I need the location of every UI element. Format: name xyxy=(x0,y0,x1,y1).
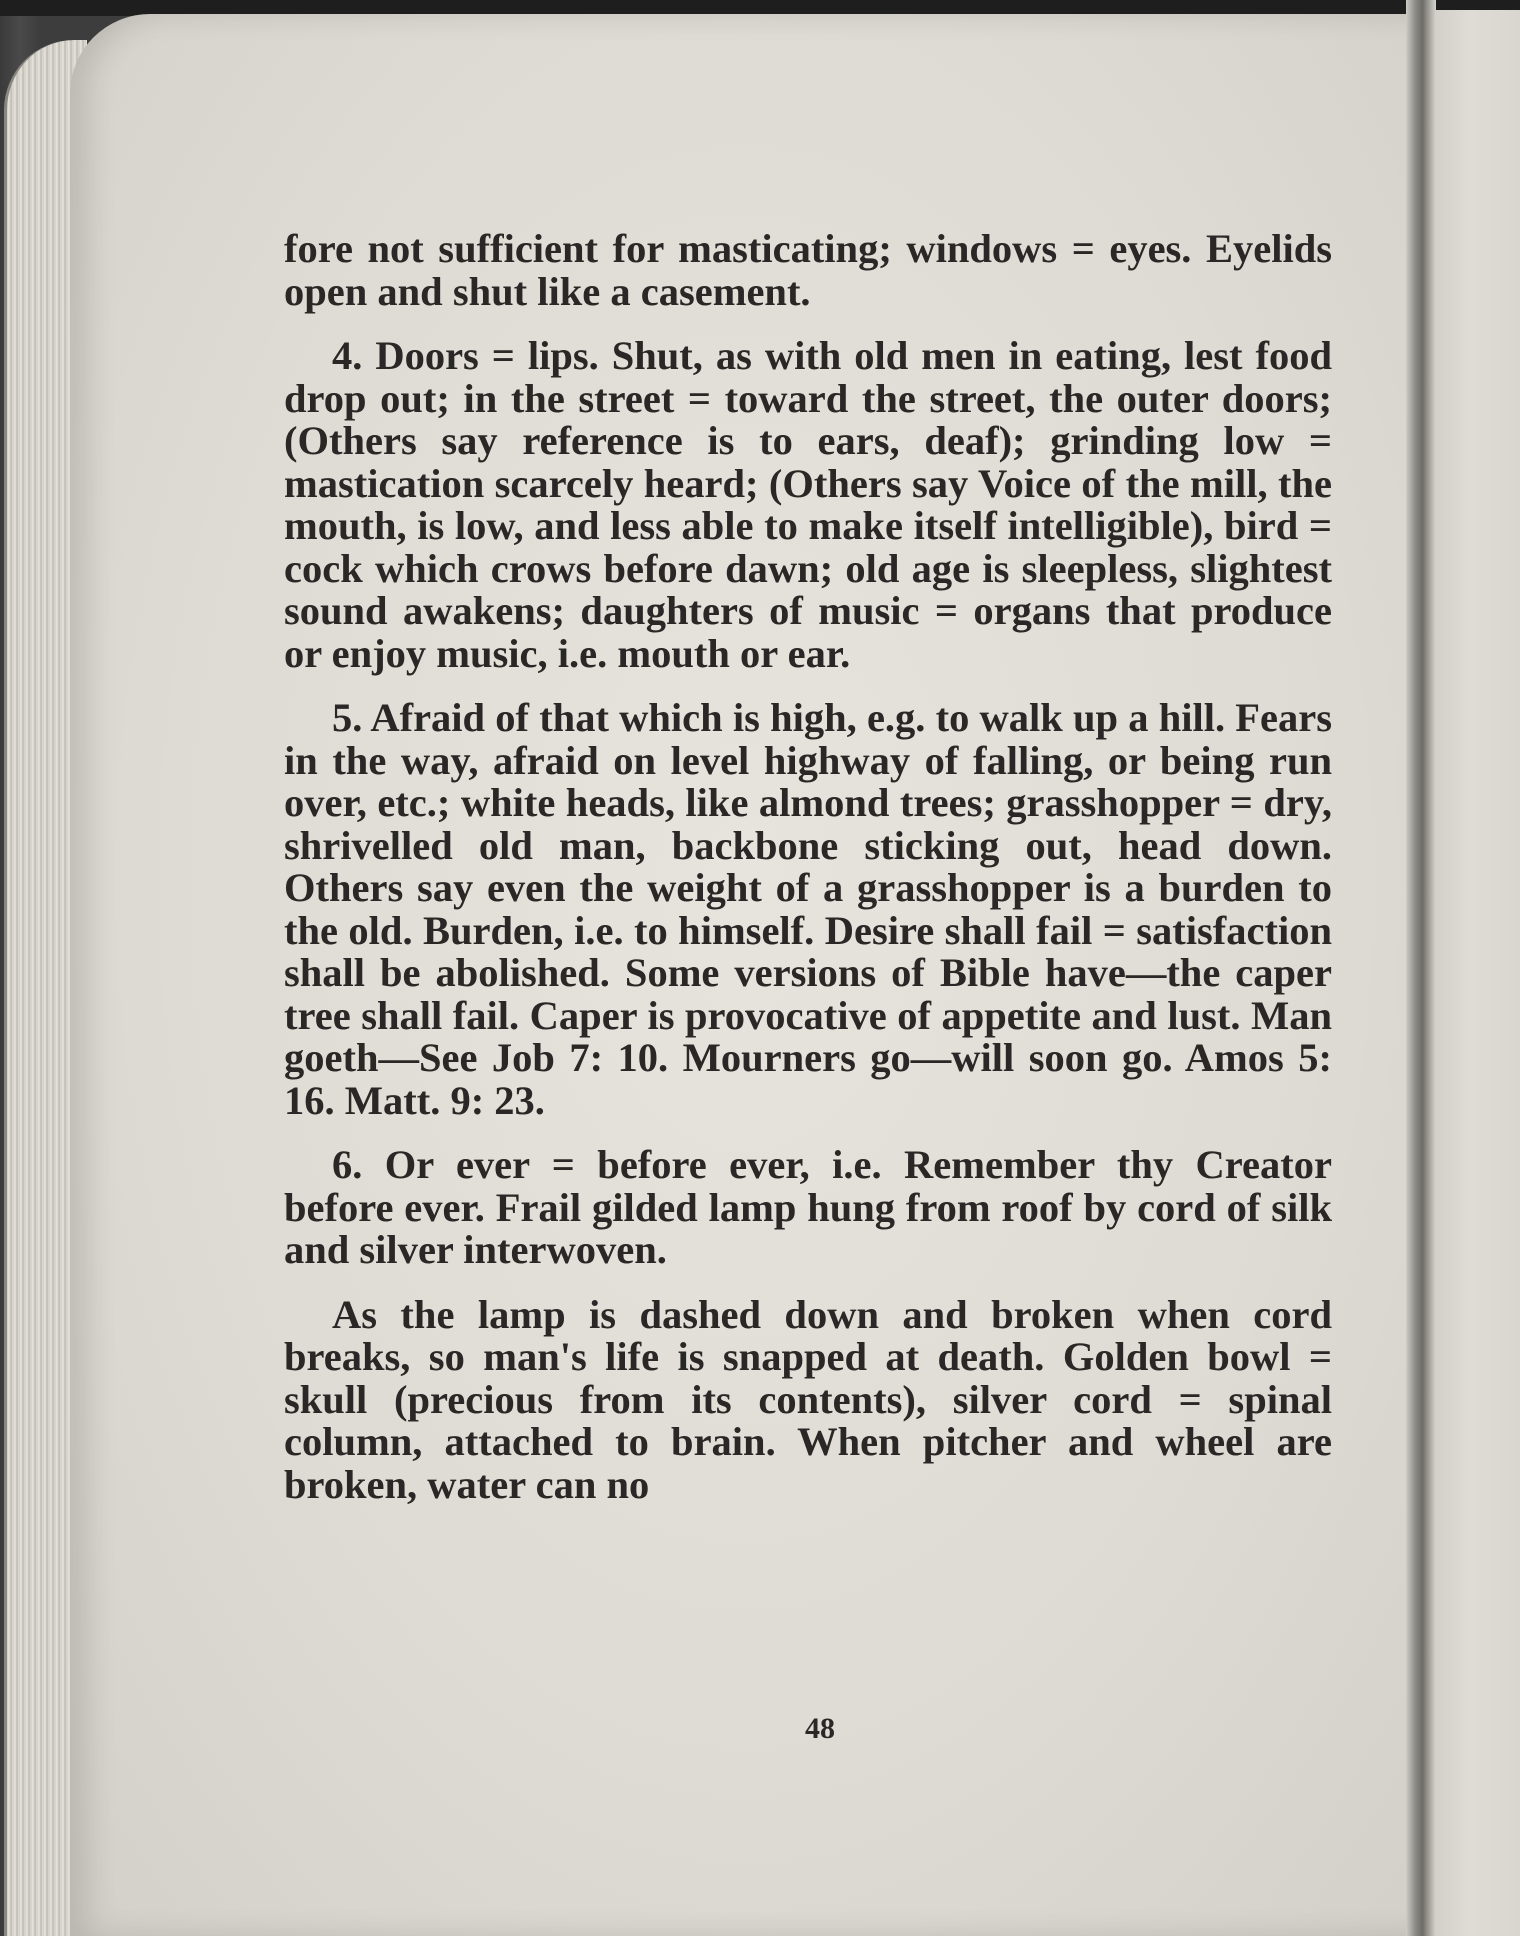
paragraph-continuation: fore not sufficient for masticating; windows = eyes. Eyelids open and shut like a casement. xyxy=(284,226,1332,314)
facing-page xyxy=(1436,10,1520,1936)
book-gutter xyxy=(1406,0,1436,1936)
paragraph-5: 5. Afraid of that which is high, e.g. to walk up a hill. Fears in the way, afraid on level highway of falling, or being run over, etc.; white heads, like almond trees; grasshopper = dry, shrivelled old man, backbone sticking out, head down. Others say even the weight of a grasshopper is a burden to the old. Burden, i.e. to himself. Desire shall fail = satisfaction shall be abolished. Some versions of Bible have—the caper tree shall fail. Caper is provocative of appetite and lust. Man goeth—See Job 7: 10. Mourners go—will soon go. Amos 5: 16. Matt. 9: 23. xyxy=(284,695,1332,1123)
paragraph-6: 6. Or ever = before ever, i.e. Remember thy Creator before ever. Frail gilded lamp hung from roof by cord of silk and silver interwoven. xyxy=(284,1142,1332,1272)
paragraph-4: 4. Doors = lips. Shut, as with old men in eating, lest food drop out; in the street = toward the street, the outer doors; (Others say reference is to ears, deaf); grinding low = mastication scarcely heard; (Others say Voice of the mill, the mouth, is low, and less able to make itself intelligible), bird = cock which crows before dawn; old age is sleepless, slightest sound awakens; daughters of music = organs that produce or enjoy music, i.e. mouth or ear. xyxy=(284,333,1332,676)
paragraph-lamp: As the lamp is dashed down and broken when cord breaks, so man's life is snapped at death. Golden bowl = skull (precious from its contents), silver cord = spinal column, attached to brain. When pitcher and wheel are broken, water can no xyxy=(284,1291,1332,1507)
page-number: 48 xyxy=(805,1712,835,1745)
page-text xyxy=(284,228,1332,1506)
